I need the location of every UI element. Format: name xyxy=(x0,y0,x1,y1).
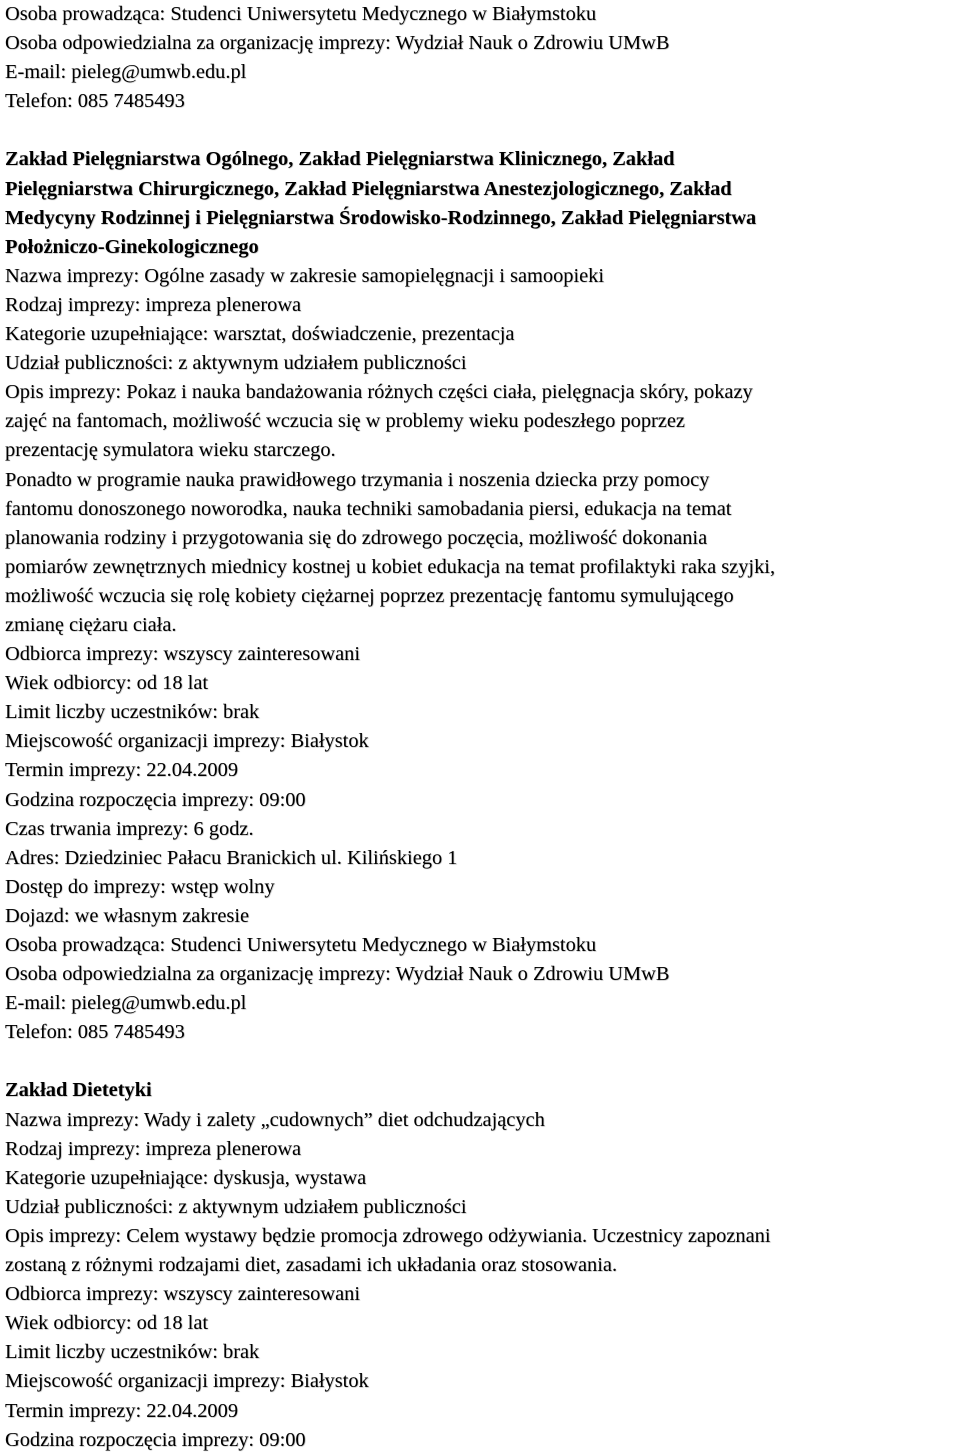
event-transport: Dojazd: we własnym zakresie xyxy=(5,904,250,927)
event-block-2 xyxy=(5,1076,960,1454)
event-place: Miejscowość organizacji imprezy: Białystok xyxy=(5,730,369,753)
phone-line: Telefon: 085 7485493 xyxy=(5,90,185,113)
description-line: fantomu donoszonego noworodka, nauka techniki samobadania piersi, edukacja na temat xyxy=(5,497,732,520)
description-line: zajęć na fantomach, możliwość wczucia się w problemy wieku podeszłego poprzez xyxy=(5,410,685,433)
event-description xyxy=(5,1222,960,1280)
description-line: Ponadto w programie nauka prawidłowego trzymania i noszenia dziecka przy pomocy xyxy=(5,468,710,491)
event-participation: Udział publiczności: z aktywnym udziałem publiczności xyxy=(5,1195,467,1218)
description-line: planowania rodziny i przygotowania się do zdrowego poczęcia, możliwość dokonania xyxy=(5,526,708,549)
email-line: E-mail: pieleg@umwb.edu.pl xyxy=(5,992,247,1015)
event-limit: Limit liczby uczestników: brak xyxy=(5,1341,260,1364)
heading-line: Zakład Pielęgniarstwa Ogólnego, Zakład Pielęgniarstwa Klinicznego, Zakład xyxy=(5,148,675,171)
event-date: Termin imprezy: 22.04.2009 xyxy=(5,1399,239,1422)
description-line: Opis imprezy: Pokaz i nauka bandażowania różnych części ciała, pielęgnacja skóry, pokazy xyxy=(5,381,753,404)
event-age: Wiek odbiorcy: od 18 lat xyxy=(5,672,209,695)
event-name: Nazwa imprezy: Ogólne zasady w zakresie samopielęgnacji i samoopieki xyxy=(5,264,605,287)
description-line: prezentację symulatora wieku starczego. xyxy=(5,439,336,462)
event-place: Miejscowość organizacji imprezy: Białystok xyxy=(5,1370,369,1393)
event-name: Nazwa imprezy: Wady i zalety „cudownych” diet odchudzających xyxy=(5,1108,545,1131)
event-categories: Kategorie uzupełniające: dyskusja, wystawa xyxy=(5,1166,367,1189)
organizer-line: Osoba odpowiedzialna za organizację imprezy: Wydział Nauk o Zdrowiu UMwB xyxy=(5,32,670,55)
event-type: Rodzaj imprezy: impreza plenerowa xyxy=(5,1137,302,1160)
heading-line: Położniczo-Ginekologicznego xyxy=(5,235,259,258)
event-participation: Udział publiczności: z aktywnym udziałem publiczności xyxy=(5,352,467,375)
event-limit: Limit liczby uczestników: brak xyxy=(5,701,260,724)
top-contact-block xyxy=(5,0,960,116)
event-audience: Odbiorca imprezy: wszyscy zainteresowani xyxy=(5,1283,361,1306)
host-line: Osoba prowadząca: Studenci Uniwersytetu Medycznego w Białymstoku xyxy=(5,934,597,956)
event-address: Adres: Dziedziniec Pałacu Branickich ul. Kilińskiego 1 xyxy=(5,846,458,869)
organizer-line: Osoba odpowiedzialna za organizację imprezy: Wydział Nauk o Zdrowiu UMwB xyxy=(5,963,670,986)
description-line: zmianę ciężaru ciała. xyxy=(5,613,177,636)
department-heading xyxy=(5,145,960,261)
heading-line: Medycyny Rodzinnej i Pielęgniarstwa Środowisko-Rodzinnego, Zakład Pielęgniarstwa xyxy=(5,206,757,229)
host-line: Osoba prowadząca: Studenci Uniwersytetu Medycznego w Białymstoku xyxy=(5,3,597,25)
spacer xyxy=(5,1047,960,1076)
event-description xyxy=(5,378,960,640)
description-line: Opis imprezy: Celem wystawy będzie promocja zdrowego odżywiania. Uczestnicy zapoznani xyxy=(5,1224,771,1247)
spacer xyxy=(5,116,960,145)
description-line: zostaną z różnymi rodzajami diet, zasadami ich układania oraz stosowania. xyxy=(5,1254,618,1277)
department-heading: Zakład Dietetyki xyxy=(5,1079,152,1102)
email-line: E-mail: pieleg@umwb.edu.pl xyxy=(5,61,247,84)
event-age: Wiek odbiorcy: od 18 lat xyxy=(5,1312,209,1335)
event-categories: Kategorie uzupełniające: warsztat, doświadczenie, prezentacja xyxy=(5,323,515,346)
event-start-time: Godzina rozpoczęcia imprezy: 09:00 xyxy=(5,788,306,811)
event-type: Rodzaj imprezy: impreza plenerowa xyxy=(5,293,302,316)
event-access: Dostęp do imprezy: wstęp wolny xyxy=(5,875,275,898)
description-line: możliwość wczucia się rolę kobiety ciężarnej poprzez prezentację fantomu symulującego xyxy=(5,584,734,607)
event-audience: Odbiorca imprezy: wszyscy zainteresowani xyxy=(5,643,361,666)
event-date: Termin imprezy: 22.04.2009 xyxy=(5,759,239,782)
event-duration: Czas trwania imprezy: 6 godz. xyxy=(5,817,254,840)
description-line: pomiarów zewnętrznych miednicy kostnej u kobiet edukacja na temat profilaktyki raka szyjki, xyxy=(5,555,776,578)
event-block-1 xyxy=(5,145,960,1047)
event-start-time: Godzina rozpoczęcia imprezy: 09:00 xyxy=(5,1428,306,1451)
heading-line: Pielęgniarstwa Chirurgicznego, Zakład Pielęgniarstwa Anestezjologicznego, Zakład xyxy=(5,177,732,200)
phone-line: Telefon: 085 7485493 xyxy=(5,1021,185,1044)
